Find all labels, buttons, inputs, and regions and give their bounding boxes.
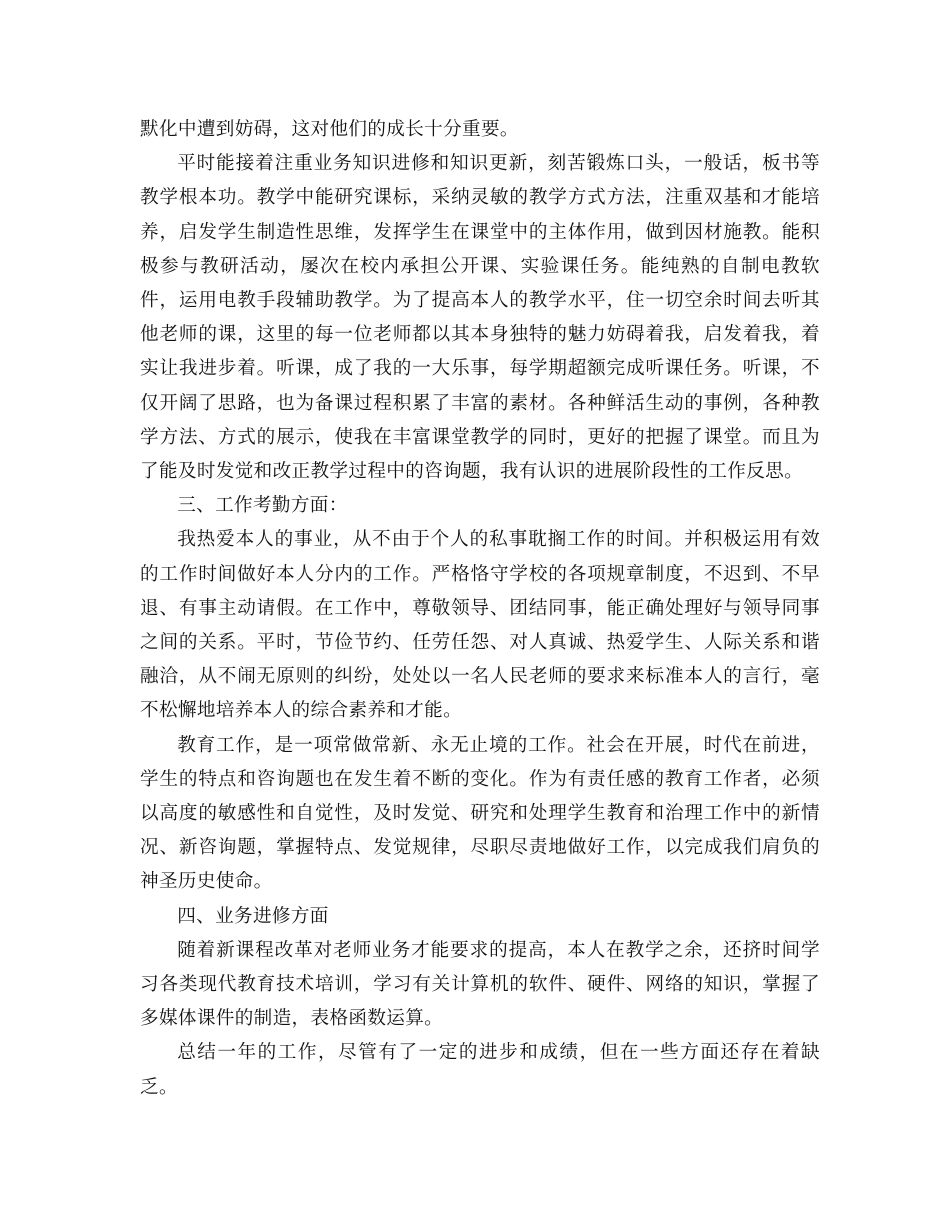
education-work-paragraph: 教育工作，是一项常做常新、永无止境的工作。社会在开展，时代在前进，学生的特点和咨询题也在发生着不断的变化。作为有责任感的教育工作者，必须以高度的敏感性和自觉性，及时发觉、研究和处理学生教育和治理工作中的新情况、新咨询题，掌握特点、发觉规律，尽职尽责地做好工作，以完成我们肩负的神圣历史使命。	[140, 734, 820, 893]
summary-paragraph: 总结一年的工作，尽管有了一定的进步和成绩，但在一些方面还存在着缺乏。	[140, 1042, 820, 1098]
professional-study-paragraph: 随着新课程改革对老师业务才能要求的提高，本人在教学之余，还挤时间学习各类现代教育技术培训，学习有关计算机的软件、硬件、网络的知识，掌握了多媒体课件的制造，表格函数运算。	[140, 939, 820, 1030]
continuation-paragraph: 默化中遭到妨碍，这对他们的成长十分重要。	[140, 119, 519, 140]
document-body	[140, 113, 820, 1105]
attendance-paragraph: 我热爱本人的事业，从不由于个人的私事耽搁工作的时间。并积极运用有效的工作时间做好本人分内的工作。严格恪守学校的各项规章制度，不迟到、不早退、有事主动请假。在工作中，尊敬领导、团结同事，能正确处理好与领导同事之间的关系。平时，节俭节约、任劳任怨、对人真诚、热爱学生、人际关系和谐融洽，从不闹无原则的纠纷，处处以一名人民老师的要求来标准本人的言行，毫不松懈地培养本人的综合素养和才能。	[140, 529, 820, 722]
section-heading-professional-study: 四、业务进修方面	[177, 905, 329, 927]
section-heading-attendance: 三、工作考勤方面：	[177, 495, 348, 517]
teaching-practice-paragraph: 平时能接着注重业务知识进修和知识更新，刻苦锻炼口头，一般话，板书等教学根本功。教学中能研究课标，采纳灵敏的教学方式方法，注重双基和才能培养，启发学生制造性思维，发挥学生在课堂中的主体作用，做到因材施教。能积极参与教研活动，屡次在校内承担公开课、实验课任务。能纯熟的自制电教软件，运用电教手段辅助教学。为了提高本人的教学水平，住一切空余时间去听其他老师的课，这里的每一位老师都以其本身独特的魅力妨碍着我，启发着我，着实让我进步着。听课，成了我的一大乐事，每学期超额完成听课任务。听课，不仅开阔了思路，也为备课过程积累了丰富的素材。各种鲜活生动的事例，各种教学方法、方式的展示，使我在丰富课堂教学的同时，更好的把握了课堂。而且为了能及时发觉和改正教学过程中的咨询题，我有认识的进展阶段性的工作反思。	[140, 153, 820, 483]
